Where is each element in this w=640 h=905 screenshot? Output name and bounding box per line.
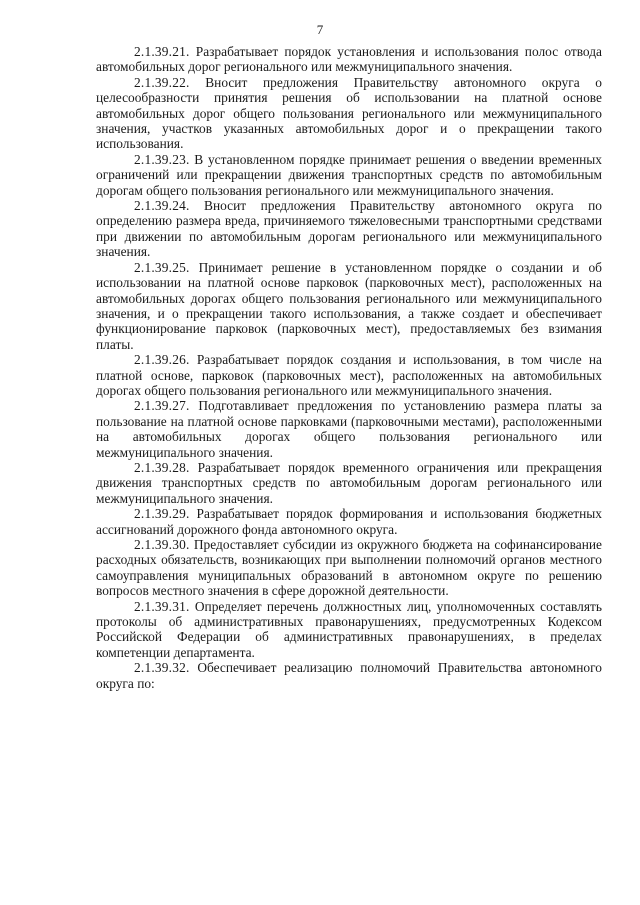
document-body xyxy=(96,44,602,691)
clause-number: 2.1.39.31. xyxy=(134,598,190,614)
clause-text: Вносит предложения Правительству автономного округа о целесообразности принятия решения об использовании на платной основе автомобильных дорог общего пользования регионального или межмуниципального значения, участков указанных автомобильных дорог и о прекращении такого использования. xyxy=(96,74,602,152)
clause-number: 2.1.39.22. xyxy=(134,74,190,90)
clause-text: Подготавливает предложения по установлению размера платы за пользование на платной основе парковками (парковочными местами), расположенными на автомобильных дорогах общего пользования регионального или межмуниципального значения. xyxy=(96,398,602,460)
clause-number: 2.1.39.27. xyxy=(134,398,190,414)
page-number: 7 xyxy=(316,22,324,37)
paragraph xyxy=(96,599,602,661)
clause-text: В установленном порядке принимает решения о введении временных ограничений или прекращении движения транспортных средств по автомобильным дорогам общего пользования регионального или межмуниципального значения. xyxy=(96,151,602,198)
clause-text: Принимает решение в установленном порядке о создании и об использовании на платной основе парковок (парковочных мест), расположенных на автомобильных дорогах общего пользования регионального или межмуниципального значения, и о прекращении такого использования, а также создает и обеспечивает функционирование парковок (парковочных мест), предоставляемых без взимания платы. xyxy=(96,259,602,352)
paragraph xyxy=(96,460,602,506)
paragraph xyxy=(96,537,602,599)
paragraph xyxy=(96,152,602,198)
paragraph xyxy=(96,260,602,352)
clause-number: 2.1.39.30. xyxy=(134,537,190,552)
clause-text: Предоставляет субсидии из окружного бюджета на софинансирование расходных обязательств, возникающих при выполнении полномочий органов местного самоуправления муниципальных образований в автономном округе по решению вопросов местного значения в сфере дорожной деятельности. xyxy=(96,537,602,599)
clause-number: 2.1.39.28. xyxy=(134,459,190,475)
paragraph xyxy=(96,352,602,398)
clause-number: 2.1.39.24. xyxy=(134,198,190,214)
clause-text: Разрабатывает порядок установления и использования полос отвода автомобильных дорог регионального или межмуниципального значения. xyxy=(96,44,602,75)
paragraph xyxy=(96,75,602,152)
paragraph xyxy=(96,660,602,691)
paragraph xyxy=(96,44,602,75)
clause-text: Разрабатывает порядок временного ограничения или прекращения движения транспортных средств по автомобильным дорогам регионального или межмуниципального значения. xyxy=(96,459,602,506)
paragraph xyxy=(96,198,602,260)
clause-text: Разрабатывает порядок создания и использования, в том числе на платной основе, парковок (парковочных мест), расположенных на автомобильных дорогах общего пользования регионального или межмуниципального значения. xyxy=(96,352,602,398)
clause-number: 2.1.39.25. xyxy=(134,259,190,275)
clause-number: 2.1.39.21. xyxy=(134,44,190,59)
clause-number: 2.1.39.23. xyxy=(134,151,190,167)
paragraph xyxy=(96,398,602,460)
clause-text: Определяет перечень должностных лиц, уполномоченных составлять протоколы об административных правонарушениях, предусмотренных Кодексом Российской Федерации об административных правонарушениях, в пределах компетенции департамента. xyxy=(96,598,602,660)
clause-text: Разрабатывает порядок формирования и использования бюджетных ассигнований дорожного фонда автономного округа. xyxy=(96,506,602,537)
clause-number: 2.1.39.32. xyxy=(134,660,190,676)
clause-text: Вносит предложения Правительству автономного округа по определению размера вреда, причиняемого тяжеловесными транспортными средствами при движении по автомобильным дорогам регионального или межмуниципального значения. xyxy=(96,198,602,260)
clause-text: Обеспечивает реализацию полномочий Правительства автономного округа по: xyxy=(96,660,602,691)
paragraph xyxy=(96,506,602,537)
clause-number: 2.1.39.29. xyxy=(134,506,190,522)
clause-number: 2.1.39.26. xyxy=(134,352,190,368)
